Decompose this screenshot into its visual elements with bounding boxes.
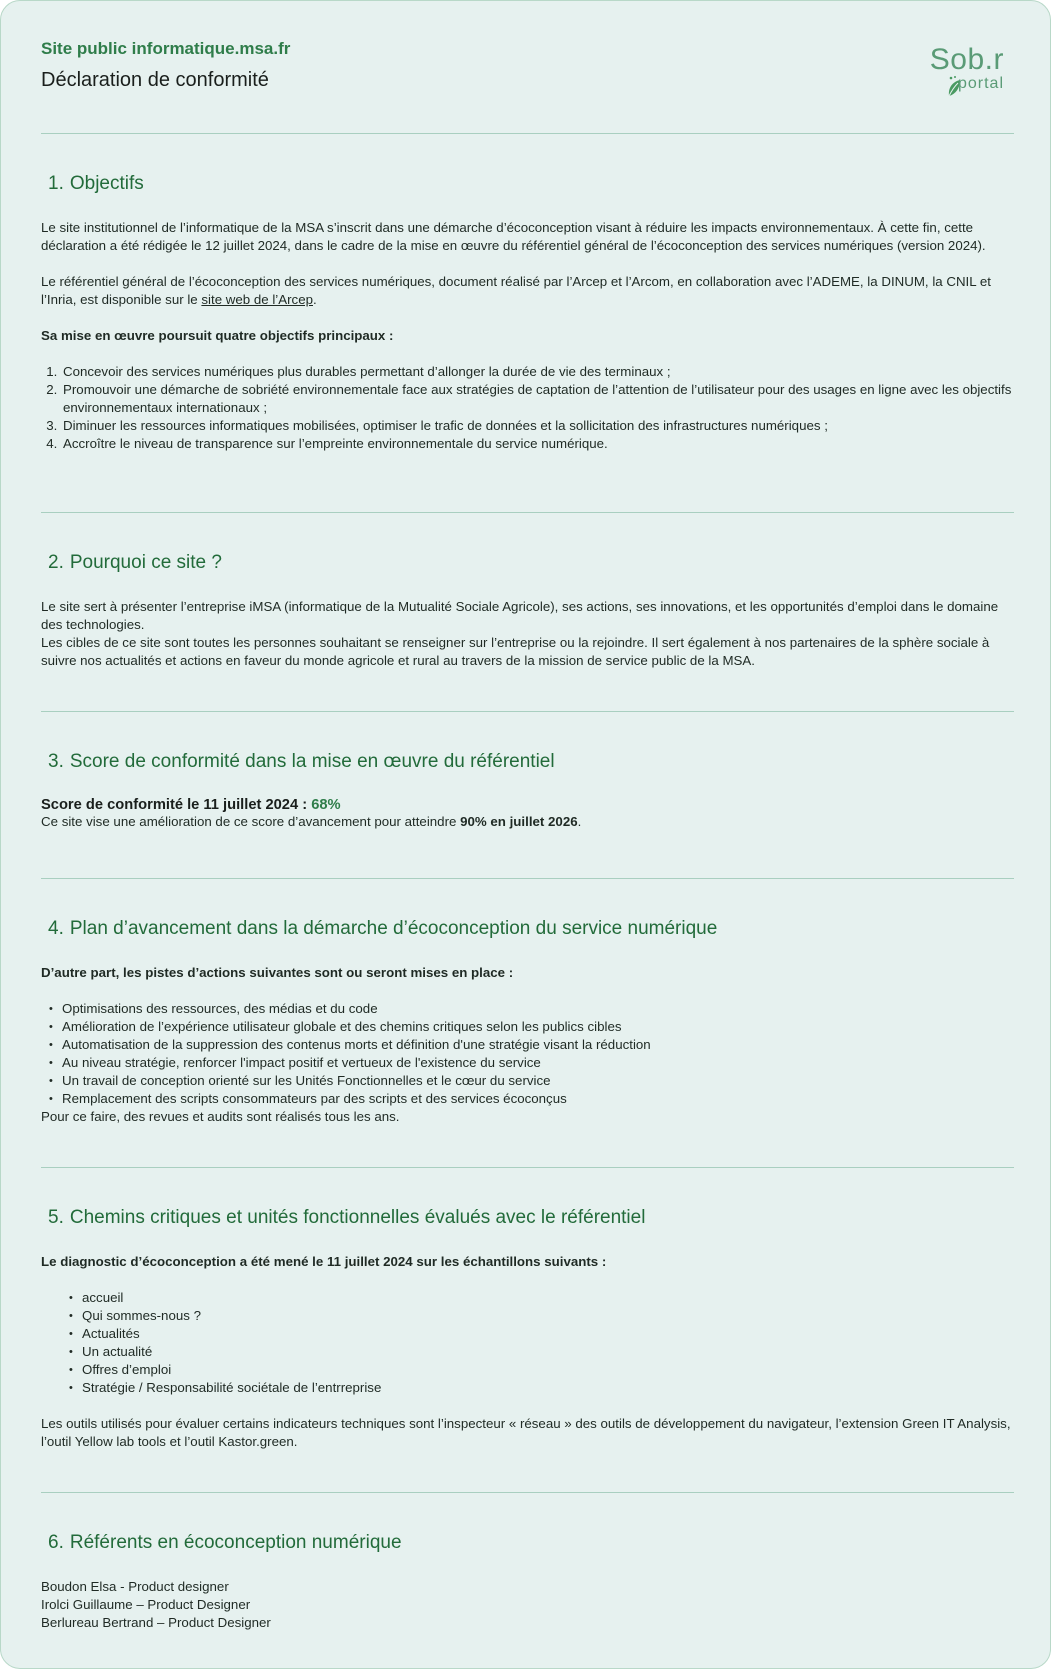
logo-wordmark: Sob.r (929, 43, 1004, 76)
list-item: • Offres d’emploi (69, 1361, 1014, 1379)
paragraph: Le référentiel général de l’écoconception des services numériques, document réalisé par l’Arcep et l’Arcom, en collaboration avec l’ADEME, la DINUM, la CNIL et l’Inria, est disponible sur le site web de l’Arcep. (41, 274, 991, 307)
actions-list (41, 1000, 1014, 1108)
sobr-portal-logo (920, 43, 1010, 103)
divider (41, 1167, 1014, 1168)
paragraph: Le site institutionnel de l’informatique de la MSA s’inscrit dans une démarche d’écoconception visant à réduire les impacts environnementaux. À cette fin, cette déclaration a été rédigée le 12 juillet 2024, dans le cadre de la mise en œuvre du référentiel général de l’écoconception des services numériques (version 2024). (41, 220, 986, 253)
section-heading: 3. Score de conformité dans la mise en œuvre du référentiel (48, 751, 555, 772)
list-item: • Amélioration de l’expérience utilisateur globale et des chemins critiques selon les publics cibles (49, 1018, 1014, 1036)
list-item: 4. Accroître le niveau de transparence sur l’empreinte environnementale du service numérique. (61, 435, 1014, 453)
arcep-link[interactable]: site web de l’Arcep (201, 292, 313, 307)
divider (41, 711, 1014, 712)
list-lead: Le diagnostic d’écoconception a été mené le 11 juillet 2024 sur les échantillons suivants : (41, 1254, 607, 1269)
page-title: Déclaration de conformité (41, 69, 269, 91)
section-heading: 2. Pourquoi ce site ? (48, 552, 222, 573)
list-item: • Optimisations des ressources, des médias et du code (49, 1000, 1014, 1018)
list-lead: D’autre part, les pistes d’actions suivantes sont ou seront mises en place : (41, 965, 514, 980)
section-heading: 5. Chemins critiques et unités fonctionnelles évalués avec le référentiel (48, 1207, 646, 1228)
paragraph: Ce site vise une amélioration de ce score d’avancement pour atteindre 90% en juillet 2026. (41, 814, 582, 829)
list-item: • Stratégie / Responsabilité sociétale de l’entrreprise (69, 1379, 1014, 1397)
section-plan (41, 918, 1014, 1126)
section-objectifs (41, 173, 1014, 453)
list-item: • Au niveau stratégie, renforcer l'impact positif et vertueux de l'existence du service (49, 1054, 1014, 1072)
divider (41, 133, 1014, 134)
page-header (41, 39, 1010, 99)
section-heading: 1. Objectifs (48, 173, 144, 194)
samples-list (41, 1289, 1014, 1397)
list-item: • Un travail de conception orienté sur les Unités Fonctionnelles et le cœur du service (49, 1072, 1014, 1090)
objectives-list (41, 363, 1014, 453)
score-value: 68% (311, 797, 341, 813)
referent: Berlureau Bertrand – Product Designer (41, 1615, 271, 1630)
paragraph: Les outils utilisés pour évaluer certains indicateurs techniques sont l’inspecteur « réseau » des outils de développement du navigateur, l’extension Green IT Analysis, l’outil Yellow lab tools et l’outil Kastor.green. (41, 1416, 1011, 1449)
paragraph: Les cibles de ce site sont toutes les personnes souhaitant se renseigner sur l’entreprise ou la rejoindre. Il sert également à nos partenaires de la sphère sociale à suivre nos actualités et actions en faveur du monde agricole et rural au travers de la mission de service public de la MSA. (41, 635, 990, 668)
list-item: • Automatisation de la suppression des contenus morts et définition d'une stratégie visant la réduction (49, 1036, 1014, 1054)
list-item: • Un actualité (69, 1343, 1014, 1361)
site-title: Site public informatique.msa.fr (41, 39, 291, 58)
paragraph: Pour ce faire, des revues et audits sont réalisés tous les ans. (41, 1109, 400, 1124)
divider (41, 512, 1014, 513)
section-heading: 6. Référents en écoconception numérique (48, 1532, 402, 1553)
list-item: • Qui sommes-nous ? (69, 1307, 1014, 1325)
list-item: • Actualités (69, 1325, 1014, 1343)
section-pourquoi (41, 552, 1014, 670)
paragraph: Le site sert à présenter l’entreprise iMSA (informatique de la Mutualité Sociale Agricole), ses actions, ses innovations, et les opportunités d’emploi dans le domaine des technologies. (41, 599, 999, 632)
list-item: • Remplacement des scripts consommateurs par des scripts et des services écoconçus (49, 1090, 1014, 1108)
referent: Irolci Guillaume – Product Designer (41, 1597, 251, 1612)
section-referents (41, 1532, 1014, 1632)
list-item: 2. Promouvoir une démarche de sobriété environnementale face aux stratégies de captation de l’attention de l’utilisateur pour des usages en ligne avec les objectifs environnementaux internationaux ; (61, 381, 1014, 417)
list-item: 1. Concevoir des services numériques plus durables permettant d’allonger la durée de vie des terminaux ; (61, 363, 1014, 381)
divider (41, 878, 1014, 879)
list-lead: Sa mise en œuvre poursuit quatre objectifs principaux : (41, 328, 394, 343)
section-heading: 4. Plan d’avancement dans la démarche d’écoconception du service numérique (48, 918, 718, 939)
list-item: • accueil (69, 1289, 1014, 1307)
divider (41, 1492, 1014, 1493)
list-item: 3. Diminuer les ressources informatiques mobilisées, optimiser le trafic de données et la sollicitation des infrastructures numériques ; (61, 417, 1014, 435)
section-chemins (41, 1207, 1014, 1451)
logo-subtitle: portal (957, 75, 1004, 92)
section-score (41, 751, 1014, 831)
score-line: Score de conformité le 11 juillet 2024 : 68% (41, 797, 341, 813)
referent: Boudon Elsa - Product designer (41, 1579, 229, 1594)
